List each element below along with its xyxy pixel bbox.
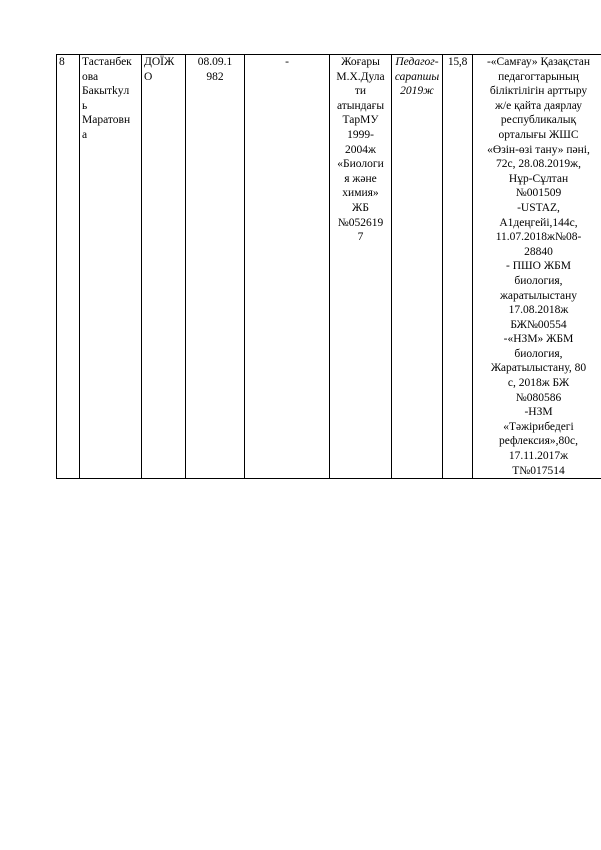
courses-cell (473, 55, 601, 479)
course-line: №001509 (515, 187, 562, 200)
education-line: ти (354, 85, 367, 98)
education-line: Жоғары (341, 56, 380, 68)
education-line: 1999- (347, 128, 374, 141)
course-line: Нұр-Сұлтан (508, 172, 569, 185)
course-line: биология, (514, 347, 563, 360)
course-line: A1деңгейі,144с, (499, 216, 578, 229)
course-line: «Өзін-өзі тану» пәні, (487, 143, 590, 156)
course-line: №080586 (515, 391, 562, 404)
course-line: жаратылыстану (499, 289, 578, 302)
course-line: ж/е қайта даярлау (495, 99, 582, 112)
course-line: «Тәжірибедегі (503, 420, 574, 433)
course-line: 17.11.2017ж (508, 450, 569, 463)
name-line: ь (82, 99, 88, 112)
position-line: О (144, 70, 153, 83)
name-line: Маратовн (82, 114, 131, 127)
education-line: М.Х.Дула (336, 70, 385, 83)
education-cell (330, 55, 392, 479)
education-line: химия» (342, 187, 379, 200)
course-line: орталығы ЖШС (498, 128, 579, 141)
category-cell (245, 55, 330, 479)
staff-table (56, 54, 601, 479)
course-line: 72с, 28.08.2019ж, (496, 158, 581, 171)
name-line: а (82, 128, 88, 141)
category-value: - (285, 56, 289, 68)
education-line: 7 (357, 231, 364, 244)
course-line: рефлексия»,80с, (499, 435, 578, 448)
position-cell (142, 55, 186, 479)
name-line: Тастанбек (82, 56, 132, 68)
birth-date-line: 08.09.1 (197, 56, 233, 68)
row-number-cell (57, 55, 80, 479)
course-line: - ПШО ЖБМ (506, 260, 571, 273)
education-line: атындағы (336, 99, 385, 112)
education-line: №052619 (337, 216, 384, 229)
attestation-line: 2019ж (400, 85, 434, 98)
name-line: Бакытkyл (82, 85, 130, 98)
name-cell (80, 55, 142, 479)
experience-cell (443, 55, 473, 479)
course-line: республикалық (500, 114, 577, 127)
birth-date-line: 982 (206, 70, 224, 83)
education-line: 2004ж (345, 143, 376, 156)
course-line: 11.07.2018ж№08- (495, 231, 582, 244)
attestation-line: сарапшы (394, 70, 440, 83)
position-line: ДОЇЖ (144, 56, 175, 68)
course-line: -НЗМ (524, 406, 553, 419)
course-line: -«Самғау» Қазақстан (486, 56, 591, 68)
course-line: БЖ№00554 (510, 318, 567, 331)
attestation-cell (392, 55, 443, 479)
course-line: биология, (514, 274, 563, 287)
course-line: с, 2018ж БЖ (507, 377, 570, 390)
attestation-line: Педагог- (395, 56, 439, 68)
education-line: я және (344, 172, 377, 185)
course-line: 28840 (524, 245, 553, 258)
course-line: -«НЗМ» ЖБМ (503, 333, 574, 346)
course-line: 17.08.2018ж (508, 304, 569, 317)
birth-date-cell (186, 55, 245, 479)
education-line: ТарМУ (342, 114, 379, 127)
table-row (57, 55, 601, 479)
education-line: ЖБ (352, 201, 369, 214)
name-line: ова (82, 70, 99, 83)
course-line: педагогтарының (498, 70, 579, 83)
course-line: T№017514 (512, 464, 565, 477)
education-line: «Биологи (337, 158, 384, 171)
course-line: -USTAZ, (517, 201, 560, 214)
course-line: Жаратылыстану, 80 (490, 362, 587, 375)
course-line: біліктілігін арттыру (489, 85, 588, 98)
experience-value: 15,8 (447, 56, 468, 68)
row-number: 8 (59, 56, 65, 68)
